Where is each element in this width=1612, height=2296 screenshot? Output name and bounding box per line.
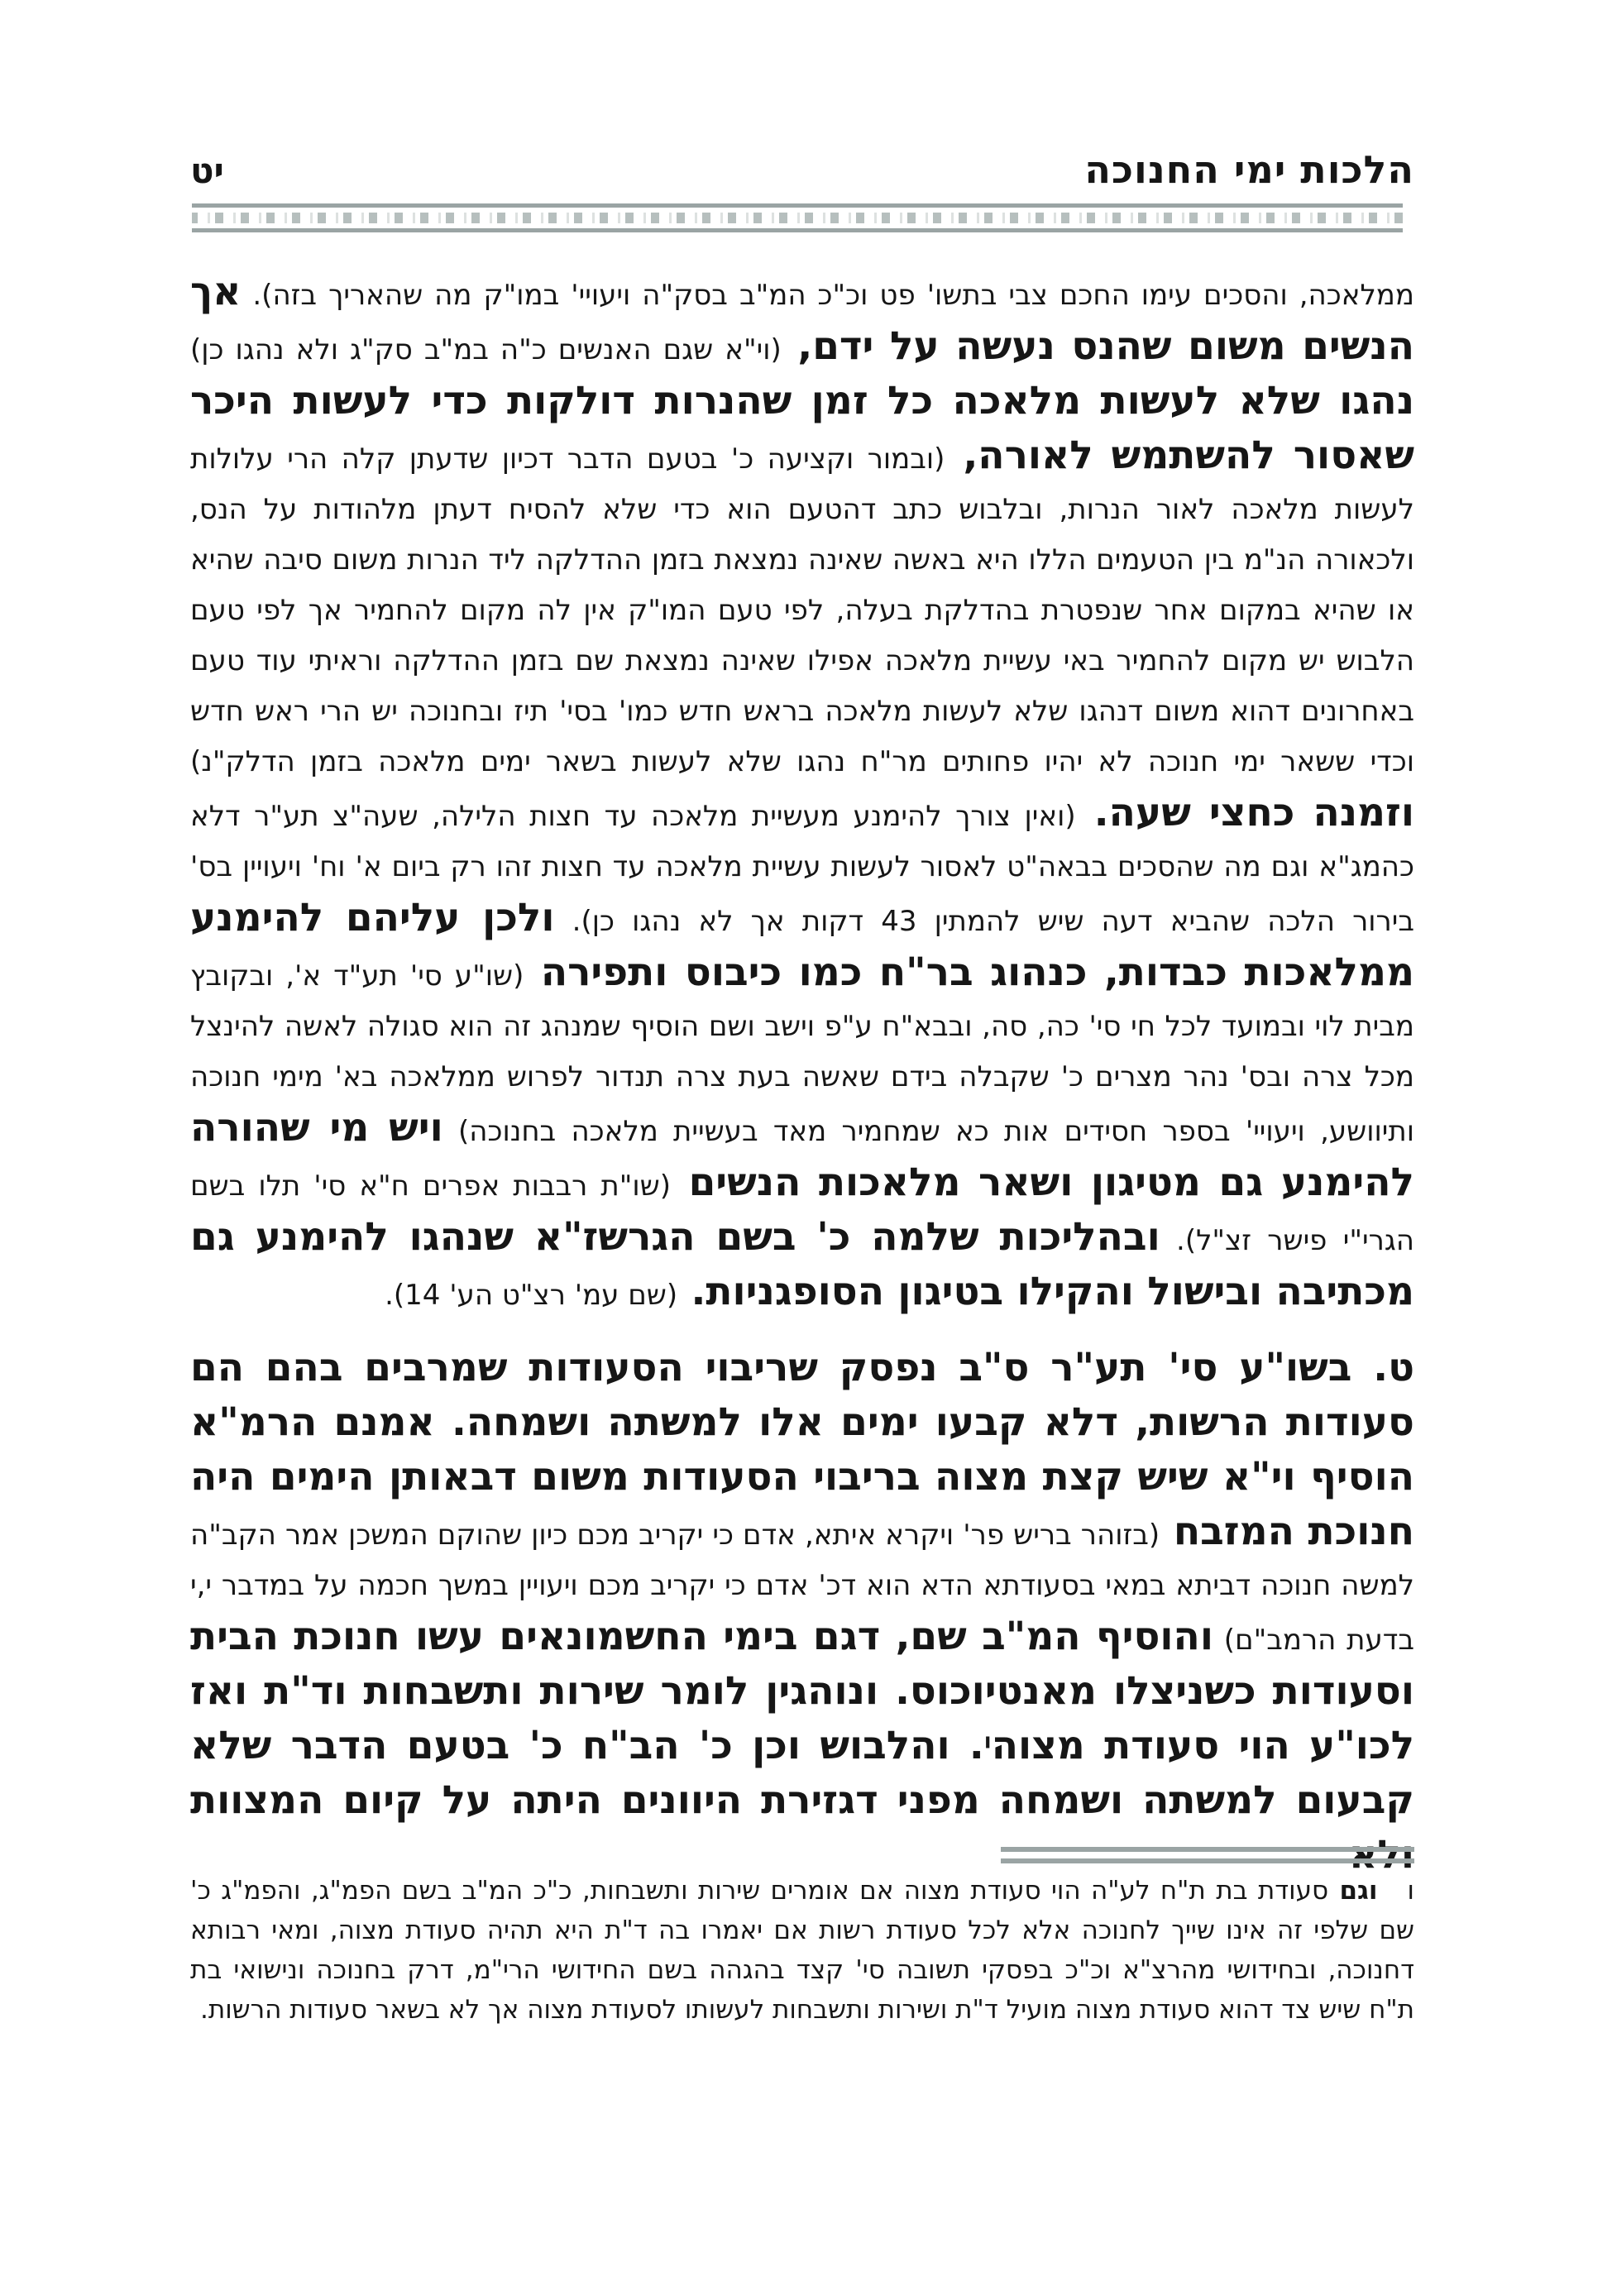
- text-segment: ממלאכה, והסכים עימו החכם צבי בתשו' פט וכ"כ המ"ב בסק"ה ויעויי' במו"ק מה שהאריך בזה).: [241, 279, 1414, 312]
- text-segment: סעודת בת ת"ח לע"ה הוי סעודת מצוה אם אומרים שירות ותשבחות, כ"כ המ"ב בשם הפמ"ג, והפמ"ג כ' שם שלפי זה אינו שייך לחנוכה אלא לכל סעודת רשות אם יאמרו בה ד"ת היא תהיה סעודת מצוה, ומאי רבותא דחנוכה, ובחידושי מהרצ"א וכ"כ בפסקי תשובה סי' קצד בהגהה בשם החידושי הרי"מ, דרק בחנוכה ונישואי בת ת"ח שיש צד דהוא סעודת מצוה מועיל ד"ת ושירות ותשבחות לעשותו לסעודת מצוה אך לא בשאר סעודות הרשות.: [190, 1876, 1414, 2025]
- page-number: יט: [190, 151, 224, 191]
- text-segment: ולכן עליהם להימנע ממלאכות כבדות, כנהוג בר"ח כמו כיבוס ותפירה: [190, 895, 1414, 995]
- paragraph-section-tet: [190, 1342, 1414, 1884]
- text-segment: (ואין צורך להימנע מעשיית מלאכה עד חצות הלילה, שעה"צ תע"ר דלא כהמג"א וגם מה שהסכים בבאה"ט לאסור לעשות עשיית מלאכה עד חצות זהו רק ביום א' וח' ויעויין בס' בירור הלכה שהביא דעה שיש להמתין 43 דקות אך לא נהגו כן).: [190, 800, 1415, 938]
- text-segment: (ובמור וקציעה כ' בטעם הדבר דכיון שדעתן קלה הרי עלולות לעשות מלאכה לאור הנרות, ובלבוש כתב דהטעם הוא כדי שלא להסיח דעתן מלהודות על הנס, ולכאורה הנ"מ בין הטעמים הללו היא באשה שאינה נמצאת בזמן ההדלקה ליד הנרות משום סיבה שהיא או שהיא במקום אחר שנפטרת בהדלקת בעלה, לפי טעם המו"ק אין לה מקום להחמיר אך לפי טעם הלבוש יש מקום להחמיר באי עשיית מלאכה אפילו שאינה נמצאת שם בזמן ההדלקה וראיתי עוד טעם באחרונים דהוא משום דנהגו שלא לעשות מלאכה בראש חדש כמו' בסי' תיז ובחנוכה יש הרי ראש חדש וכדי ששאר ימי חנוכה לא יהיו פחותים מר"ח נהגו שלא לעשות בשאר ימים מלאכה בזמן הדלק"נ): [190, 442, 1414, 778]
- main-text: [190, 266, 1414, 1884]
- text-segment: אך הנשים משום שהנס נעשה על ידם,: [190, 269, 1414, 369]
- page-header: [190, 147, 1414, 192]
- footnote-reference-mark: ו: [983, 1729, 992, 1754]
- text-segment: (בזוהר בריש פר' ויקרא איתא, אדם כי יקריב מכם כיון שהוקם המשכן אמר הקב"ה למשה חנוכה דביתא במאי בסעודתא הדא הוא דכ' אדם כי יקריב מכם ויעויין במשך חכמה על במדבר י,י בדעת הרמב"ם): [190, 1519, 1414, 1657]
- text-segment: ובהליכות שלמה כ' בשם הגרשז"א שנהגו להימנע גם מכתיבה ובישול והקילו בטיגון הסופגניות.: [190, 1214, 1414, 1314]
- text-segment: (שו"ע סי' תע"ד א', ובקובץ מבית לוי ובמועד לכל חי סי' כה, סה, ובבא"ח ע"פ וישב ושם הוסיף שמנהג זה הוא סגולה לאשה להינצל מכל צרה ובס' נהר מצרים כ' שקבלה בידם שאשה בעת צרה תנדור לפרוש ממלאכה בא' מימי חנוכה ותיוושע, ויעויי' בספר חסידים אות כא שמחמיר מאד בעשיית מלאכה בחנוכה): [190, 959, 1414, 1148]
- text-segment: ויש מי שהורה להימנע גם מטיגון ושאר מלאכות הנשים: [190, 1105, 1414, 1205]
- paragraph-continuation: [190, 266, 1414, 1321]
- page-title: הלכות ימי החנוכה: [1084, 147, 1414, 192]
- header-ornament: [192, 203, 1403, 232]
- footnote-divider: [1001, 1847, 1414, 1863]
- header-ornament-ticks: [192, 213, 1403, 223]
- text-segment: (שו"ת רבבות אפרים ח"א סי' תלו בשם הגרי"י פישר זצ"ל).: [190, 1170, 1414, 1257]
- text-segment: נהגו שלא לעשות מלאכה כל זמן שהנרות דולקות כדי לעשות היכר שאסור להשתמש לאורה,: [190, 378, 1414, 478]
- text-segment: . והלבוש וכן כ' הב"ח כ' בטעם הדבר שלא קבעום למשתה ושמחה מפני דגזירת היוונים היתה על קיום המצוות ולא: [190, 1723, 1414, 1877]
- text-segment: (וי"א שגם האנשים כ"ה במ"ב סק"ג ולא נהגו כן): [190, 333, 782, 366]
- text-segment: ט. בשו"ע סי' תע"ר ס"ב נפסק שריבוי הסעודות שמרבים בהם הם סעודות הרשות, דלא קבעו ימים אלו למשתה ושמחה. אמנם הרמ"א הוסיף וי"א שיש קצת מצוה בריבוי הסעודות משום דבאותן הימים היה חנוכת המזבח: [190, 1345, 1414, 1554]
- footnote-vav: [190, 1871, 1414, 2030]
- text-segment: (שם עמ' רצ"ט הע' 14).: [385, 1279, 678, 1312]
- text-segment: וגם: [1328, 1876, 1378, 1906]
- text-segment: ו: [1407, 1876, 1414, 1906]
- text-segment: וזמנה כחצי שעה.: [1075, 790, 1415, 835]
- text-segment: והוסיף המ"ב שם, דגם בימי החשמונאים עשו חנוכת הבית וסעודות כשניצלו מאנטיוכוס. ונוהגין לומר שירות ותשבחות וד"ת ואז לכו"ע הוי סעודת מצוה: [190, 1614, 1414, 1768]
